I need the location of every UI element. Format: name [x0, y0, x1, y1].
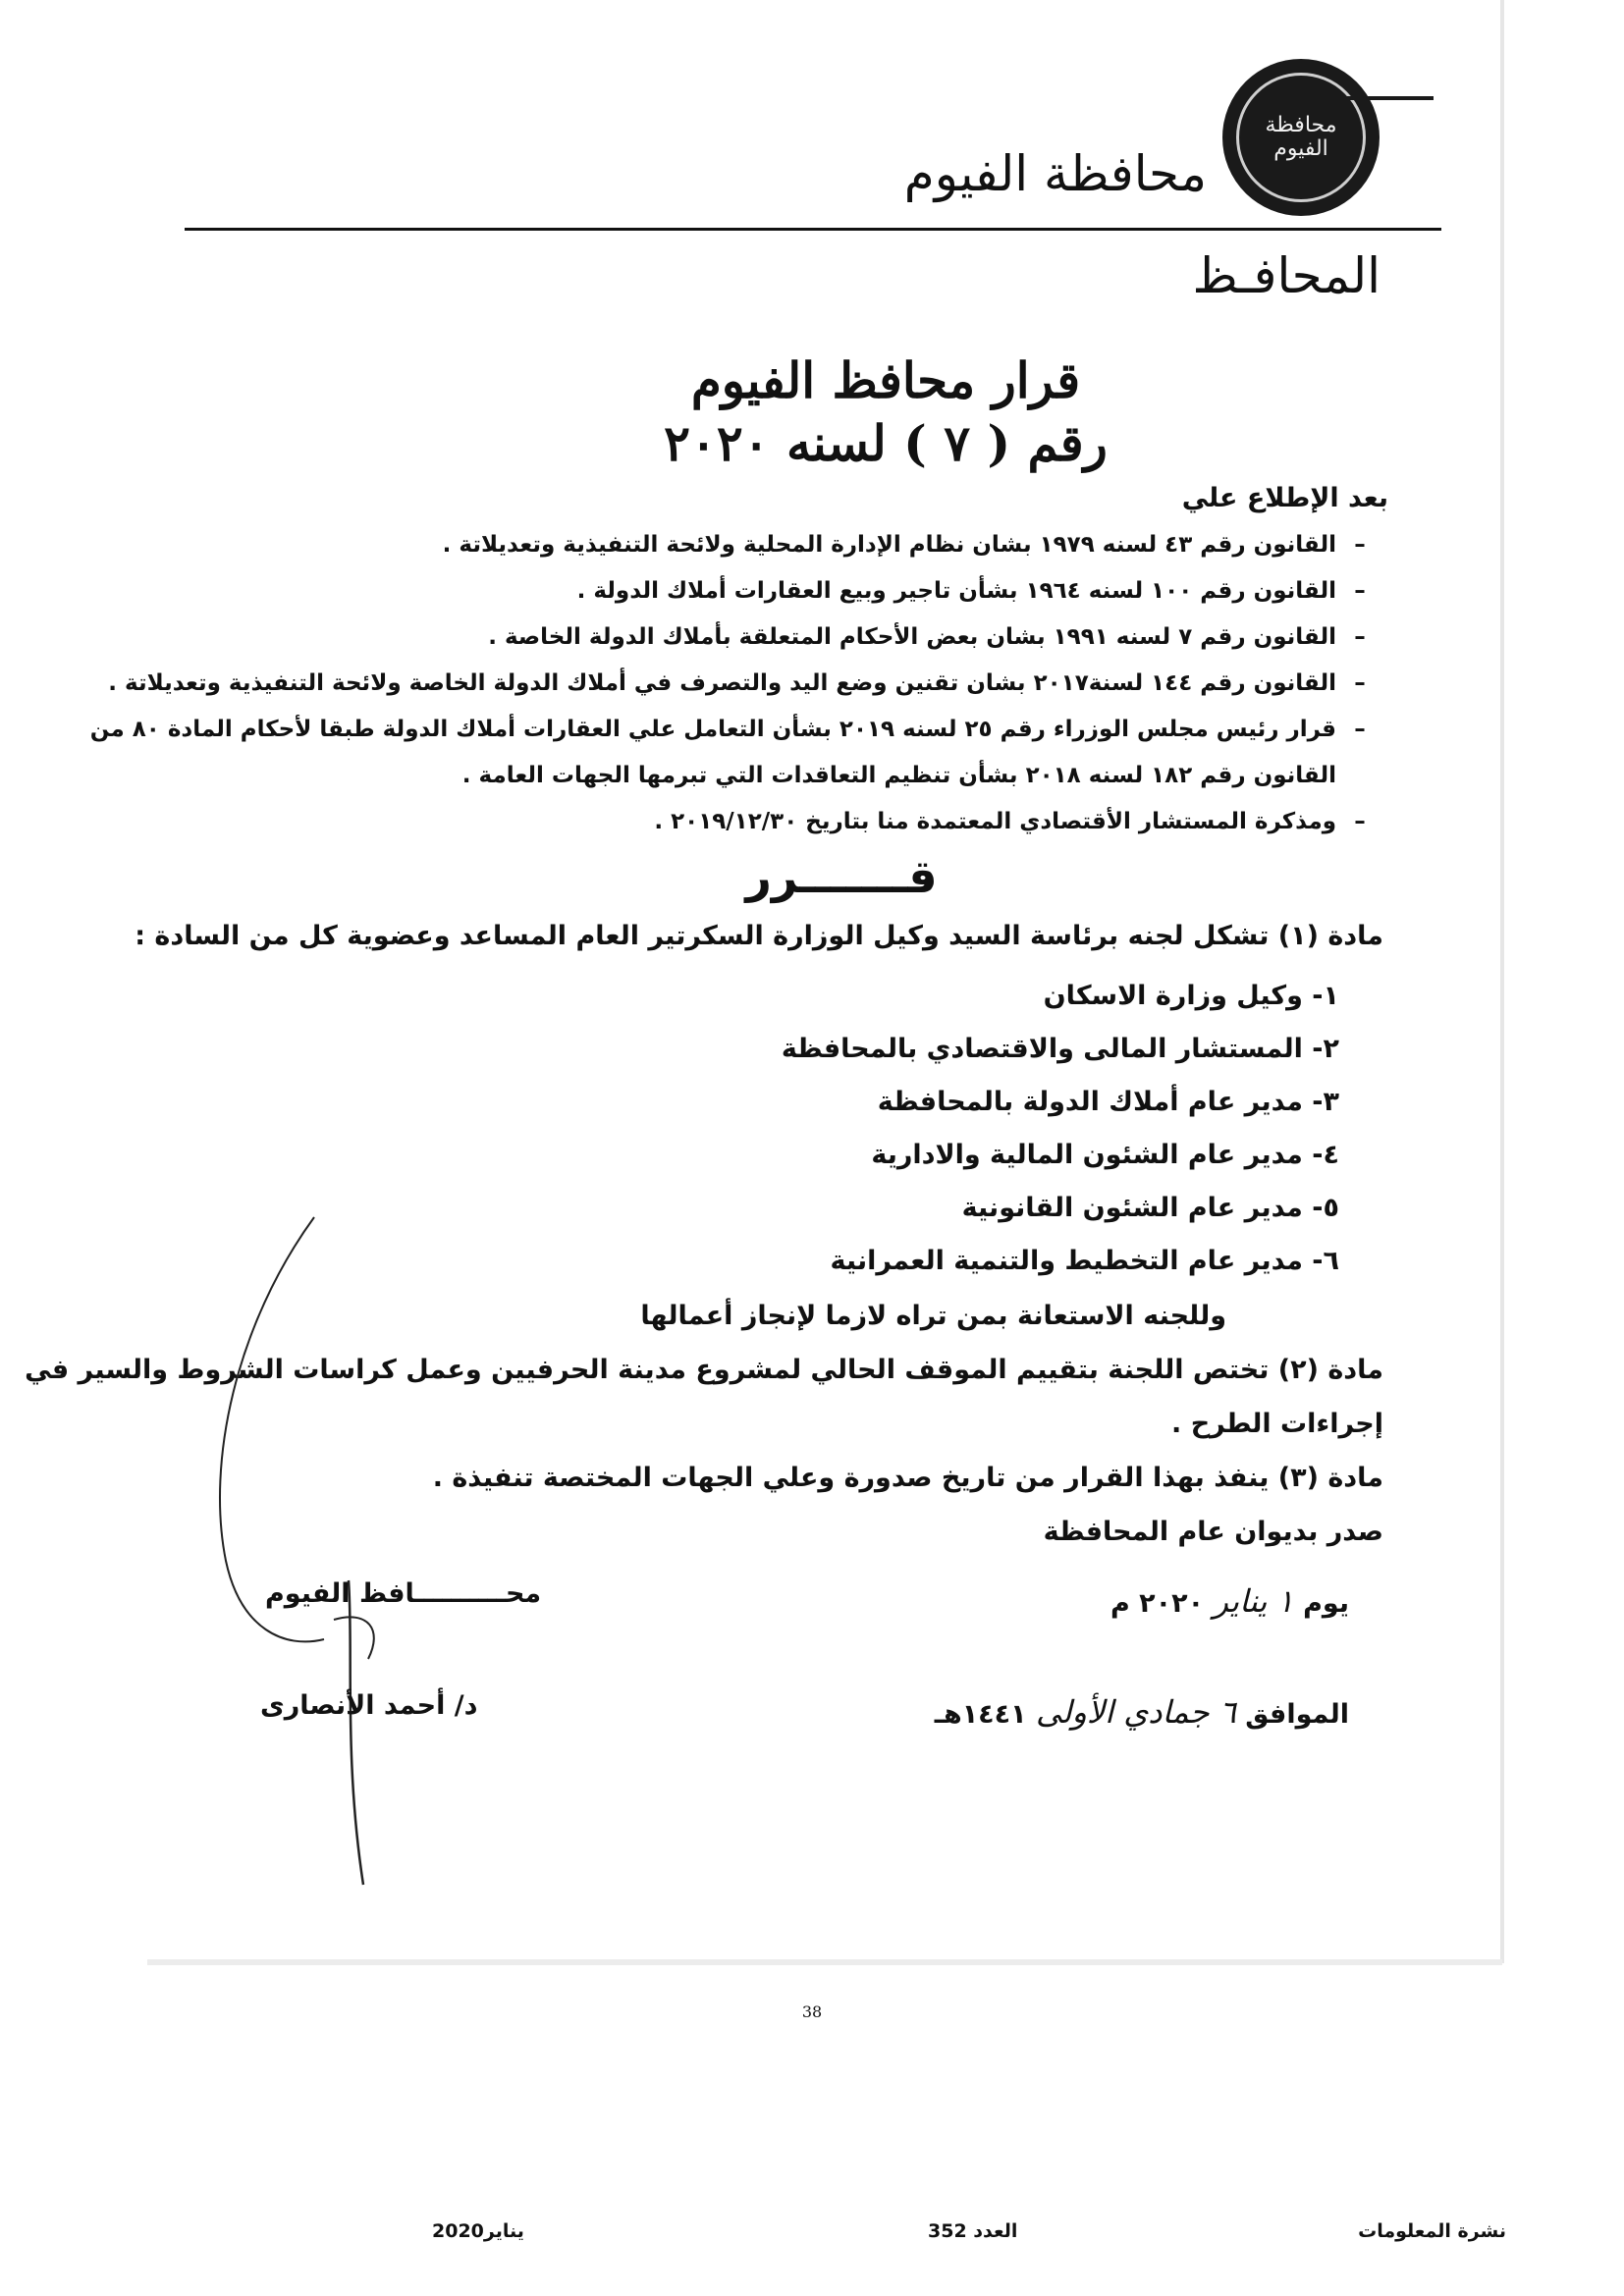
member-item: ٤- مدير عام الشئون المالية والادارية	[871, 1140, 1339, 1170]
hijri-date	[935, 1693, 1349, 1731]
reference-text: قرار رئيس مجلس الوزراء رقم ٢٥ لسنه ٢٠١٩ بشأن التعامل علي العقارات أملاك الدولة طبقا لأحكام المادة ٨٠ من	[89, 717, 1336, 742]
reference-text: القانون رقم ١٨٢ لسنه ٢٠١٨ بشأن تنظيم التعاقدات التي تبرمها الجهات العامة .	[461, 763, 1336, 788]
decree-number: رقم ( ٧ ) لسنه ٢٠٢٠	[664, 414, 1108, 472]
date-label: يوم	[1303, 1588, 1349, 1619]
governorate-title: محافظة الفيوم	[903, 145, 1207, 202]
handwritten-signature-icon	[196, 1207, 530, 1895]
handwritten-date: ١ يناير	[1213, 1582, 1294, 1620]
reference-item	[90, 614, 1383, 661]
seal-text: محافظة الفيوم	[1265, 112, 1337, 161]
dash: –	[1354, 532, 1366, 558]
article-3: مادة (٣) ينفذ بهذا القرار من تاريخ صدورة وعلي الجهات المختصة تنفيذة .	[432, 1463, 1383, 1493]
article-2-continued: إجراءات الطرح .	[1171, 1409, 1383, 1439]
scan-edge-right	[1500, 0, 1504, 1963]
member-item: ١- وكيل وزارة الاسكان	[1043, 981, 1339, 1011]
references-list	[90, 522, 1383, 845]
dash: –	[1354, 809, 1366, 834]
reference-item	[90, 753, 1383, 799]
date-year: ١٤٤١هـ	[934, 1699, 1027, 1730]
gregorian-date	[1110, 1582, 1349, 1620]
dash: –	[1354, 578, 1366, 604]
footer-issue: العدد 352	[928, 2220, 1018, 2242]
member-item: ٦- مدير عام التخطيط والتنمية العمرانية	[830, 1246, 1339, 1276]
reference-item	[90, 568, 1383, 614]
seal-inner-ring	[1236, 73, 1366, 202]
date-year: ٢٠٢٠ م	[1110, 1588, 1205, 1619]
article-2: مادة (٢) تختص اللجنة بتقييم الموقف الحالي لمشروع مدينة الحرفيين وعمل كراسات الشروط والسير في	[25, 1355, 1383, 1385]
reference-text: القانون رقم ١٤٤ لسنة٢٠١٧ بشان تقنين وضع اليد والتصرف في أملاك الدولة الخاصة ولائحة التنفيذية وتعديلاتة .	[108, 670, 1336, 696]
reference-item	[90, 707, 1383, 753]
reference-item	[90, 661, 1383, 707]
committee-assistance: وللجنه الاستعانة بمن تراه لازما لإنجاز أعمالها	[640, 1301, 1226, 1331]
committee-members-list	[782, 970, 1339, 1288]
member-item: ٣- مدير عام أملاك الدولة بالمحافظة	[877, 1087, 1339, 1117]
dash: –	[1354, 717, 1366, 742]
date-label: الموافق	[1245, 1699, 1349, 1730]
seal-line	[1345, 96, 1434, 100]
footer-publication: نشرة المعلومات	[1358, 2220, 1506, 2242]
preamble: بعد الإطلاع علي	[1181, 483, 1388, 513]
reference-item	[90, 799, 1383, 845]
article-1: مادة (١) تشكل لجنه برئاسة السيد وكيل الوزارة السكرتير العام المساعد وعضوية كل من السادة :	[135, 921, 1383, 951]
member-item: ٢- المستشار المالى والاقتصادي بالمحافظة	[781, 1034, 1339, 1064]
reference-text: القانون رقم ١٠٠ لسنه ١٩٦٤ بشأن تاجير وبيع العقارات أملاك الدولة .	[576, 578, 1336, 604]
signatory-title: محــــــــــافظ الفيوم	[265, 1578, 542, 1609]
header-divider	[185, 228, 1441, 231]
handwritten-date: ٦ جمادي الأولى	[1036, 1693, 1236, 1731]
issued-at: صدر بديوان عام المحافظة	[1043, 1517, 1383, 1547]
dash: –	[1354, 624, 1366, 650]
page-number: 38	[801, 2002, 823, 2021]
reference-text: ومذكرة المستشار الأقتصادي المعتمدة منا بتاريخ ٢٠١٩/١٢/٣٠ .	[654, 809, 1336, 834]
member-item: ٥- مدير عام الشئون القانونية	[961, 1193, 1339, 1223]
scan-edge-bottom	[147, 1959, 1502, 1965]
signatory-name: د/ أحمد الأنصارى	[260, 1690, 478, 1721]
governor-label: المحافـظ	[1192, 247, 1380, 304]
reference-text: القانون رقم ٤٣ لسنه ١٩٧٩ بشان نظام الإدارة المحلية ولائحة التنفيذية وتعديلاتة .	[442, 532, 1336, 558]
decree-title: قرار محافظ الفيوم	[690, 351, 1081, 409]
reference-item	[90, 522, 1383, 568]
decided-heading: قـــــــرر	[745, 850, 938, 903]
footer-month: يناير2020	[432, 2220, 524, 2242]
dash: –	[1354, 670, 1366, 696]
governorate-seal-icon	[1222, 59, 1380, 216]
reference-text: القانون رقم ٧ لسنه ١٩٩١ بشان بعض الأحكام المتعلقة بأملاك الدولة الخاصة .	[488, 624, 1336, 650]
